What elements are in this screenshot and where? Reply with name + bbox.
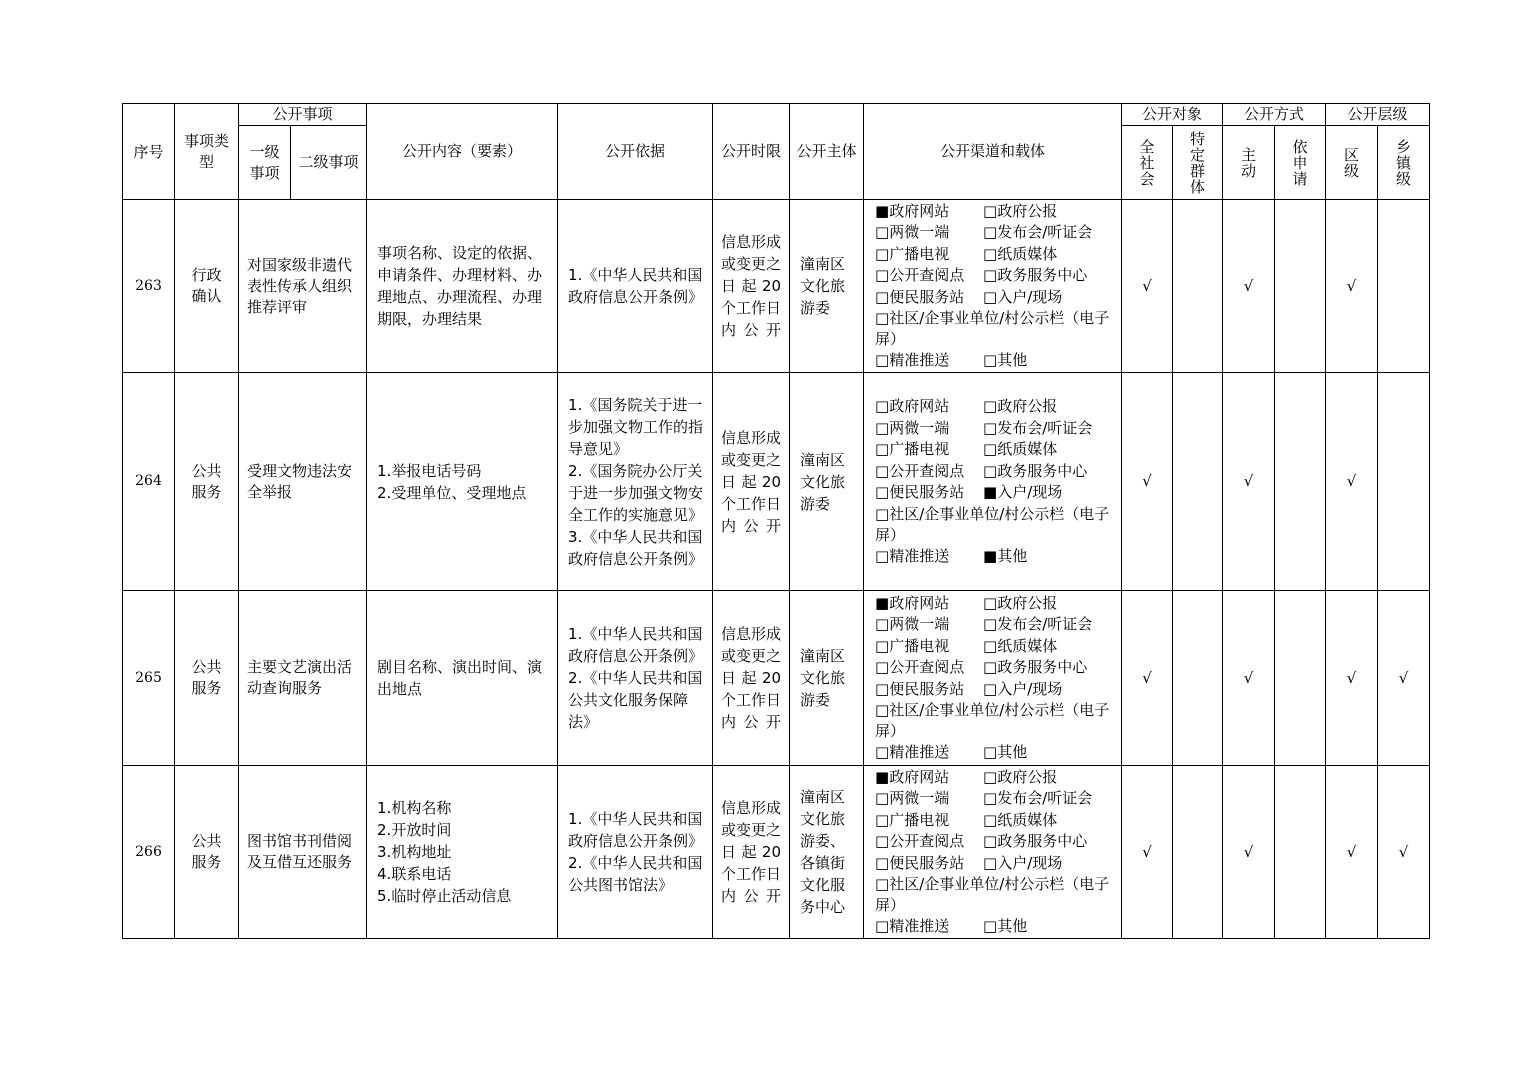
header-method-request: 依申请 [1275,126,1326,200]
channel-option: □入户/现场 [983,853,1063,872]
check-town: √ [1378,766,1430,939]
channel-option: □入户/现场 [983,287,1063,306]
channel-option: □政务服务中心 [983,832,1088,850]
channel-option: □公开查阅点 [875,658,965,676]
channel-option: □发布会/听证会 [983,418,1093,437]
channel-option: □纸质媒体 [983,636,1058,655]
check-town: √ [1378,591,1430,766]
channel-option: □发布会/听证会 [983,789,1093,807]
channel-option: □精准推送 [875,351,950,369]
check-district: √ [1326,200,1378,373]
header-object: 公开对象 [1122,104,1223,126]
row-subject: 潼南区文化旅游委 [790,373,864,591]
content-line: 3.机构地址 [377,843,452,861]
row-channels [864,766,1122,939]
channel-option: □公开查阅点 [875,461,965,480]
check-district: √ [1326,591,1378,766]
row-seq: 263 [123,200,175,373]
channel-line [875,916,1115,938]
channel-line [875,308,1115,350]
check-district: √ [1326,373,1378,591]
disclosure-table [122,103,1430,939]
content-line: 5.临时停止活动信息 [377,887,512,905]
channel-option: □两微一端 [875,615,950,633]
channel-option: □广播电视 [875,810,950,829]
row-content [367,200,558,373]
content-line: 4.联系电话 [377,865,452,883]
row-item: 对国家级非遗代表性传承人组织推荐评审 [239,200,367,373]
basis-line: 1.《国务院关于进一步加强文物工作的指导意见》 [568,395,704,458]
row-type: 公共服务 [175,766,239,939]
channel-option: □两微一端 [875,418,950,437]
content-line: 1.机构名称 [377,799,452,817]
channel-line [875,614,1115,636]
table-body [123,200,1430,939]
row-subject: 潼南区文化旅游委、各镇街文化服务中心 [790,766,864,939]
channel-option: □两微一端 [875,789,950,807]
check-request [1275,373,1326,591]
channel-line [875,679,1115,701]
row-subject: 潼南区文化旅游委 [790,591,864,766]
channel-line [875,504,1115,546]
channel-option: □便民服务站 [875,287,965,306]
check-specific [1173,200,1223,373]
content-line: 1.举报电话号码 [377,461,482,480]
row-type: 公共服务 [175,373,239,591]
channel-option: □其他 [983,743,1028,761]
channel-line [875,593,1115,615]
channel-option: □便民服务站 [875,853,965,872]
basis-line: 1.《中华人民共和国政府信息公开条例》 [568,810,704,850]
header-method-active: 主动 [1223,126,1275,200]
header-matter-l2: 二级事项 [291,126,367,200]
table-row [123,373,1430,591]
channel-option: □发布会/听证会 [983,223,1093,241]
check-town [1378,373,1430,591]
channel-line [875,418,1115,440]
check-all-society: √ [1122,591,1173,766]
row-content [367,591,558,766]
basis-line: 2.《中华人民共和国公共图书馆法》 [568,854,703,894]
row-item: 主要文艺演出活动查询服务 [239,591,367,766]
row-content [367,766,558,939]
row-deadline: 信息形成或变更之日起20个工作日内公开 [713,373,790,591]
content-line: 剧目名称、演出时间、演出地点 [377,658,543,698]
basis-line: 1.《中华人民共和国政府信息公开条例》 [568,266,704,306]
row-content [367,373,558,591]
channel-option: □社区/企事业单位/村公示栏（电子屏） [875,309,1110,348]
header-level: 公开层级 [1326,104,1430,126]
channel-line [875,788,1115,810]
row-deadline: 信息形成或变更之日起20个工作日内公开 [713,766,790,939]
row-type: 公共服务 [175,591,239,766]
table-row [123,766,1430,939]
check-specific [1173,591,1223,766]
header-type: 事项类型 [175,104,239,200]
channel-option: □政府公报 [983,767,1058,786]
channel-option: □其他 [983,351,1028,369]
row-basis [558,766,713,939]
channel-line [875,742,1115,764]
row-seq: 265 [123,591,175,766]
row-channels [864,373,1122,591]
channel-option: □纸质媒体 [983,810,1058,829]
channel-option: □发布会/听证会 [983,615,1093,633]
channel-option: ■政府网站 [875,767,950,786]
basis-line: 2.《国务院办公厅关于进一步加强文物安全工作的实施意见》 [568,461,704,524]
channel-option: □政务服务中心 [983,658,1088,676]
row-seq: 266 [123,766,175,939]
header-method: 公开方式 [1223,104,1326,126]
check-active: √ [1223,766,1275,939]
channel-line [875,874,1115,916]
header-seq: 序号 [123,104,175,200]
table-row [123,200,1430,373]
row-basis [558,200,713,373]
channel-option: □纸质媒体 [983,244,1058,263]
check-specific [1173,766,1223,939]
row-type: 行政确认 [175,200,239,373]
channel-option: □便民服务站 [875,483,965,501]
channel-option: ■政府网站 [875,593,950,612]
row-item: 图书馆书刊借阅及互借互还服务 [239,766,367,939]
channel-line [875,350,1115,372]
check-all-society: √ [1122,766,1173,939]
check-active: √ [1223,373,1275,591]
header-level-district: 区级 [1326,126,1378,200]
channel-option: ■其他 [983,546,1028,565]
check-request [1275,200,1326,373]
basis-line: 1.《中华人民共和国政府信息公开条例》 [568,625,704,665]
channel-option: □入户/现场 [983,679,1063,698]
basis-line: 3.《中华人民共和国政府信息公开条例》 [568,527,704,568]
header-subject: 公开主体 [790,104,864,200]
channel-line [875,265,1115,287]
header-object-specific: 特定群体 [1173,126,1223,200]
channel-option: □政府网站 [875,397,950,415]
channel-option: □政府公报 [983,593,1058,612]
check-all-society: √ [1122,373,1173,591]
channel-line [875,831,1115,853]
check-active: √ [1223,200,1275,373]
table-row [123,591,1430,766]
channel-option: □政务服务中心 [983,461,1088,480]
channel-option: □其他 [983,917,1028,935]
check-town [1378,200,1430,373]
check-request [1275,591,1326,766]
channel-line [875,287,1115,309]
channel-option: □公开查阅点 [875,266,965,284]
channel-line [875,657,1115,679]
row-channels [864,591,1122,766]
channel-option: □政府公报 [983,397,1058,415]
row-subject: 潼南区文化旅游委 [790,200,864,373]
row-basis [558,591,713,766]
channel-option: □政务服务中心 [983,266,1088,284]
channel-line [875,810,1115,832]
channel-line [875,853,1115,875]
channel-option: □精准推送 [875,917,950,935]
channel-option: □广播电视 [875,636,950,655]
channel-option: ■入户/现场 [983,483,1063,501]
header-level-town: 乡镇级 [1378,126,1430,200]
content-line: 事项名称、设定的依据、申请条件、办理材料、办理地点、办理流程、办理期限，办理结果 [377,244,543,328]
channel-option: □社区/企事业单位/村公示栏（电子屏） [875,504,1110,544]
check-district: √ [1326,766,1378,939]
channel-line [875,636,1115,658]
channel-option: □两微一端 [875,223,950,241]
check-specific [1173,373,1223,591]
header-channel: 公开渠道和载体 [864,104,1122,200]
header-content: 公开内容（要素） [367,104,558,200]
channel-option: □广播电视 [875,440,950,458]
channel-line [875,222,1115,244]
check-all-society: √ [1122,200,1173,373]
channel-option: □社区/企事业单位/村公示栏（电子屏） [875,701,1110,740]
content-line: 2.开放时间 [377,821,452,839]
channel-line [875,439,1115,461]
channel-line [875,396,1115,418]
header-basis: 公开依据 [558,104,713,200]
header-object-all: 全社会 [1122,126,1173,200]
channel-option: □社区/企事业单位/村公示栏（电子屏） [875,875,1110,914]
channel-line [875,461,1115,483]
channel-option: □广播电视 [875,244,950,263]
channel-option: □便民服务站 [875,679,965,698]
channel-option: □政府公报 [983,201,1058,220]
row-basis [558,373,713,591]
channel-line [875,244,1115,266]
header-matter-l1: 一级事项 [239,126,291,200]
row-deadline: 信息形成或变更之日起20个工作日内公开 [713,591,790,766]
header-matter: 公开事项 [239,104,367,126]
channel-line [875,546,1115,568]
check-active: √ [1223,591,1275,766]
content-line: 2.受理单位、受理地点 [377,483,527,502]
channel-option: □公开查阅点 [875,832,965,850]
row-item: 受理文物违法安全举报 [239,373,367,591]
channel-option: ■政府网站 [875,201,950,220]
header-deadline: 公开时限 [713,104,790,200]
channel-line [875,482,1115,504]
check-request [1275,766,1326,939]
row-deadline: 信息形成或变更之日起20个工作日内公开 [713,200,790,373]
basis-line: 2.《中华人民共和国公共文化服务保障法》 [568,669,703,731]
channel-line [875,767,1115,789]
channel-option: □精准推送 [875,546,950,565]
channel-option: □纸质媒体 [983,440,1058,458]
row-seq: 264 [123,373,175,591]
channel-option: □精准推送 [875,743,950,761]
row-channels [864,200,1122,373]
channel-line [875,201,1115,223]
channel-line [875,700,1115,742]
